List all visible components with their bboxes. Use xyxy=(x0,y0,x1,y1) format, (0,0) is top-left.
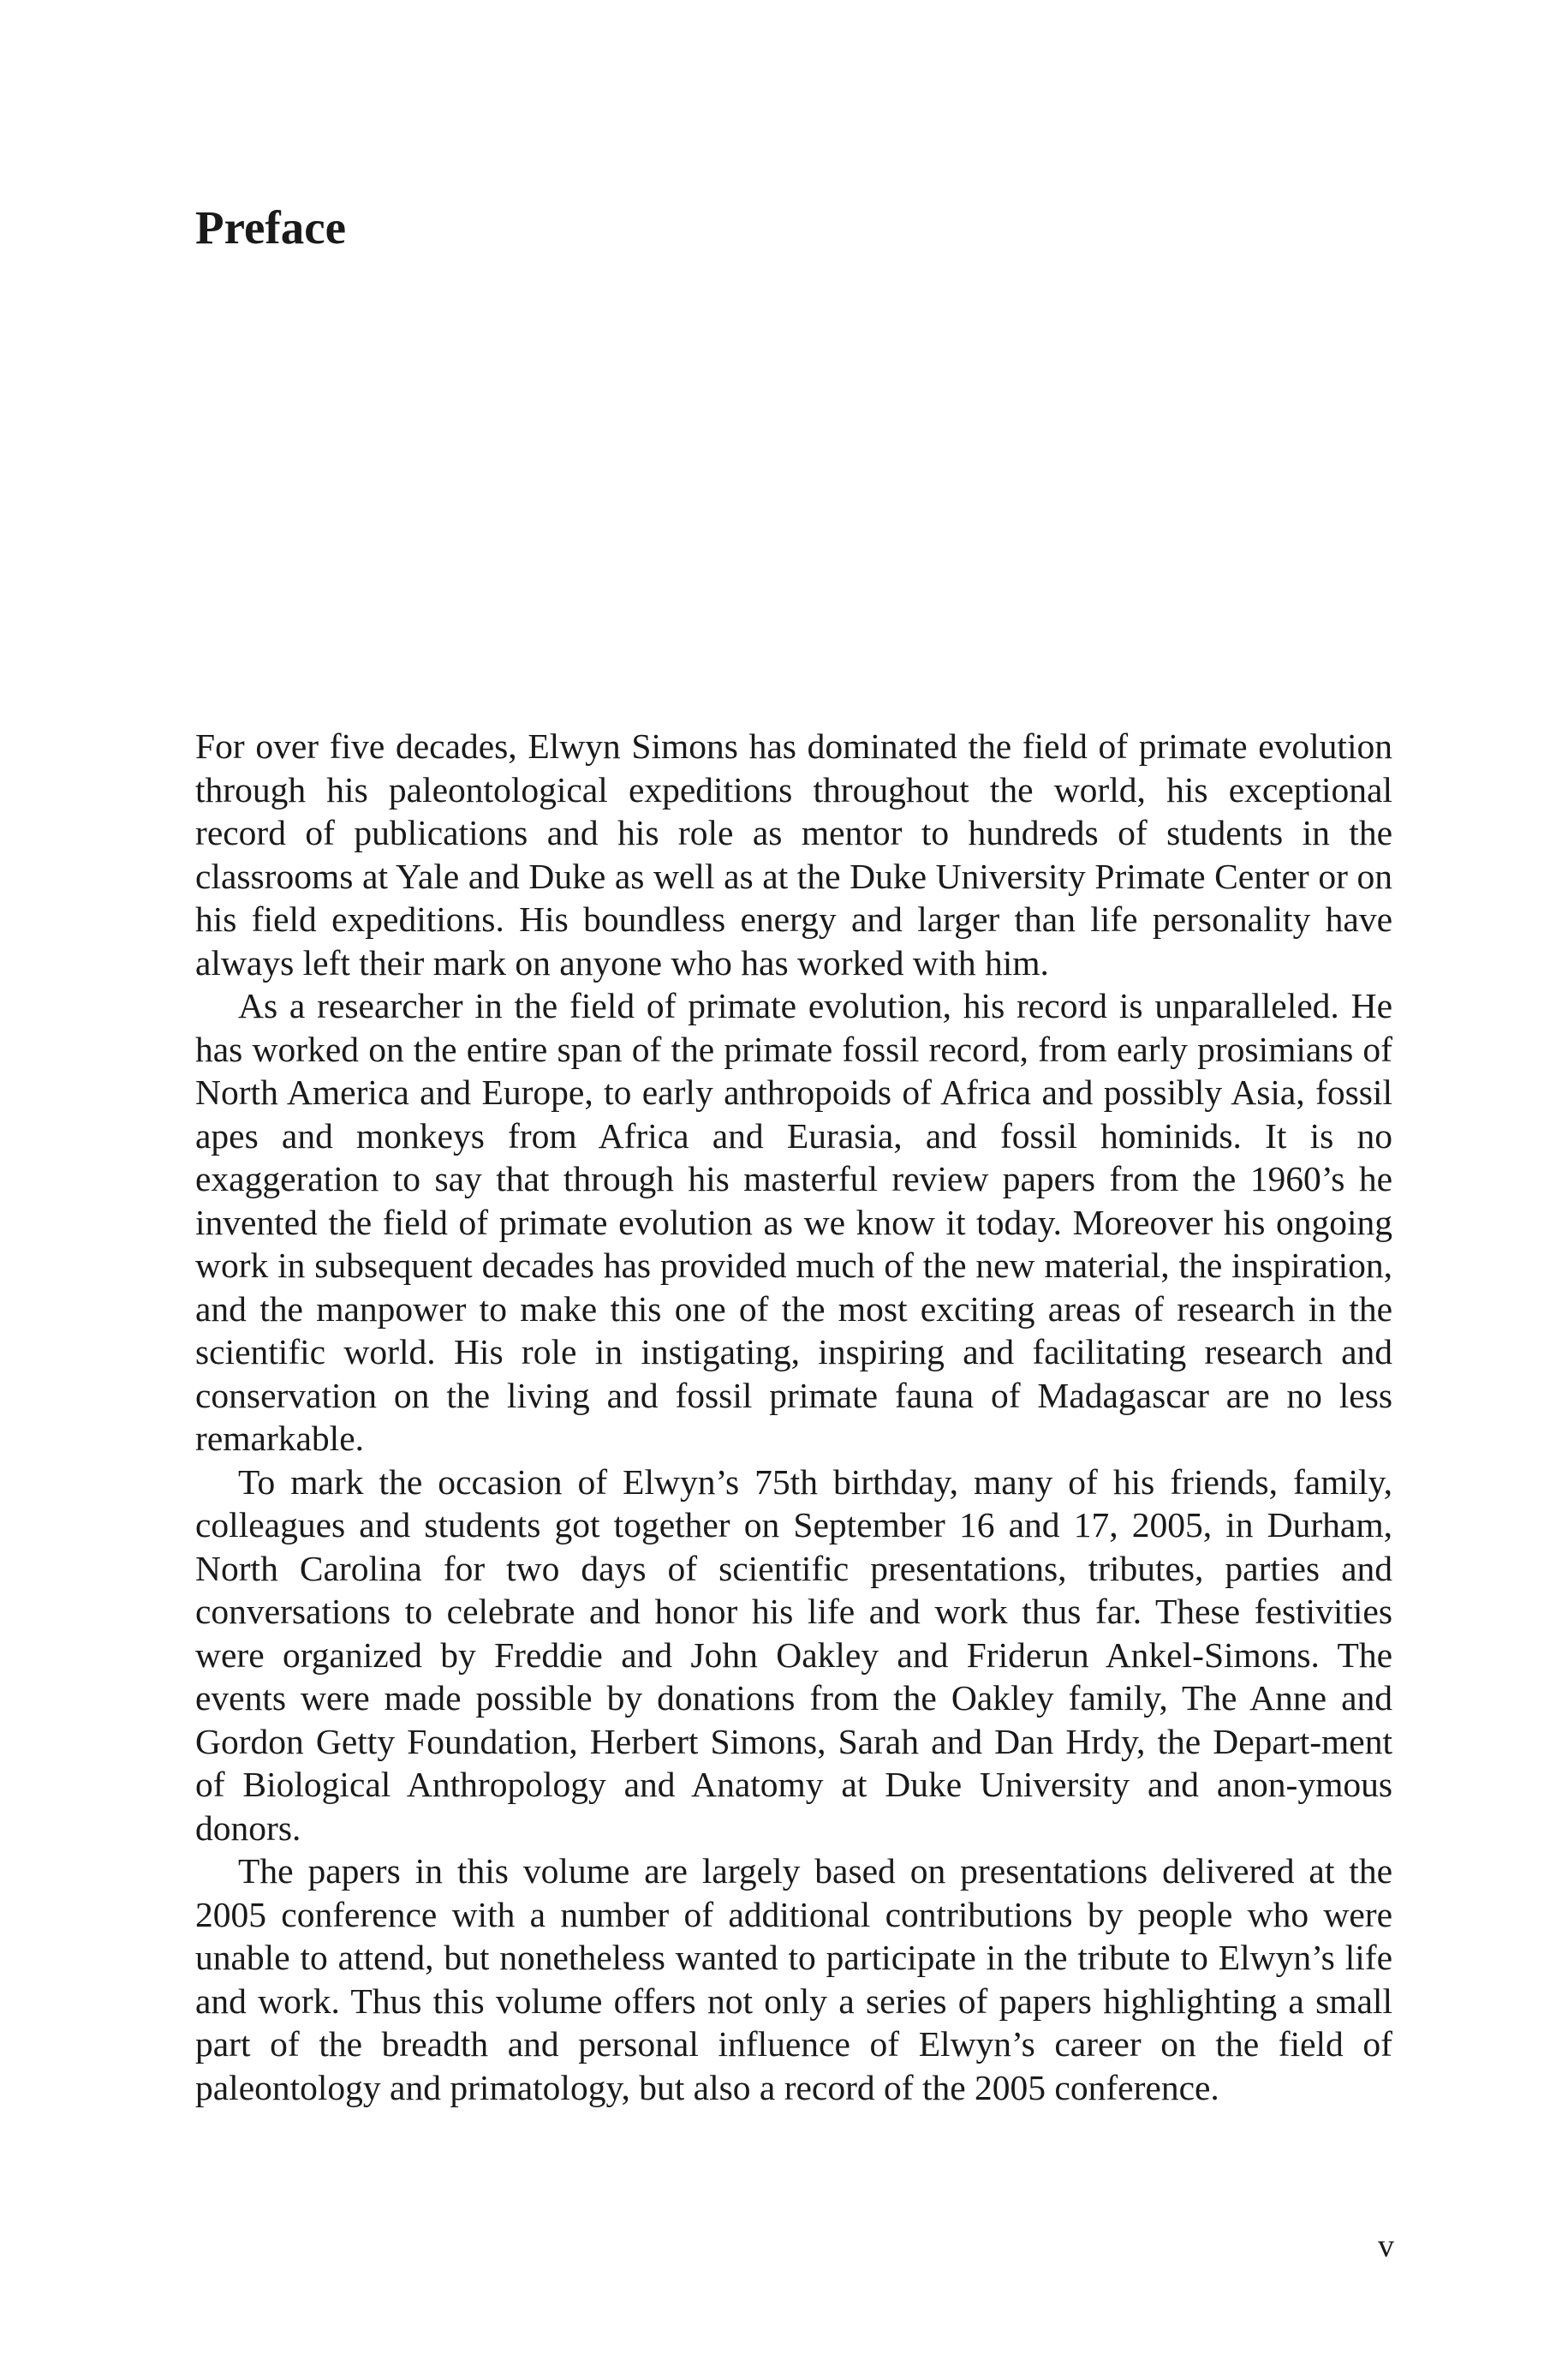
paragraph-1: For over five decades, Elwyn Simons has dominated the field of primate evolution through his paleontological expeditions throughout the world, his exceptional record of publications and his role as mentor to hundreds of students in the classrooms at Yale and Duke as well as at the Duke University Primate Center or on his field expeditions. His boundless energy and larger than life personality have always left their mark on anyone who has worked with him. xyxy=(195,726,1392,983)
preface-body xyxy=(195,725,1392,2109)
paragraph-4: The papers in this volume are largely based on presentations delivered at the 2005 conference with a number of additional contributions by people who were unable to attend, but nonetheless wanted to participate in the tribute to Elwyn’s life and work. Thus this volume offers not only a series of papers highlighting a small part of the breadth and personal influence of Elwyn’s career on the field of paleontology and primatology, but also a record of the 2005 conference. xyxy=(195,1851,1392,2107)
paragraph-2: As a researcher in the field of primate evolution, his record is unparalleled. He has worked on the entire span of the primate fossil record, from early prosimians of North America and Europe, to early anthropoids of Africa and possibly Asia, fossil apes and monkeys from Africa and Eurasia, and fossil hominids. It is no exaggeration to say that through his masterful review papers from the 1960’s he invented the field of primate evolution as we know it today. Moreover his ongoing work in subsequent decades has provided much of the new material, the inspiration, and the manpower to make this one of the most exciting areas of research in the scientific world. His role in instigating, inspiring and facilitating research and conservation on the living and fossil primate fauna of Madagascar are no less remarkable. xyxy=(195,986,1392,1458)
paragraph-3: To mark the occasion of Elwyn’s 75th birthday, many of his friends, family, colleagues and students got together on September 16 and 17, 2005, in Durham, North Carolina for two days of scientific presentations, tributes, parties and conversations to celebrate and honor his life and work thus far. These festivities were organized by Freddie and John Oakley and Friderun Ankel-Simons. The events were made possible by donations from the Oakley family, The Anne and Gordon Getty Foundation, Herbert Simons, Sarah and Dan Hrdy, the Depart-ment of Biological Anthropology and Anatomy at Duke University and anon-ymous donors. xyxy=(195,1461,1392,1848)
page-title: Preface xyxy=(195,201,347,254)
page-number: v xyxy=(1378,2228,1394,2264)
